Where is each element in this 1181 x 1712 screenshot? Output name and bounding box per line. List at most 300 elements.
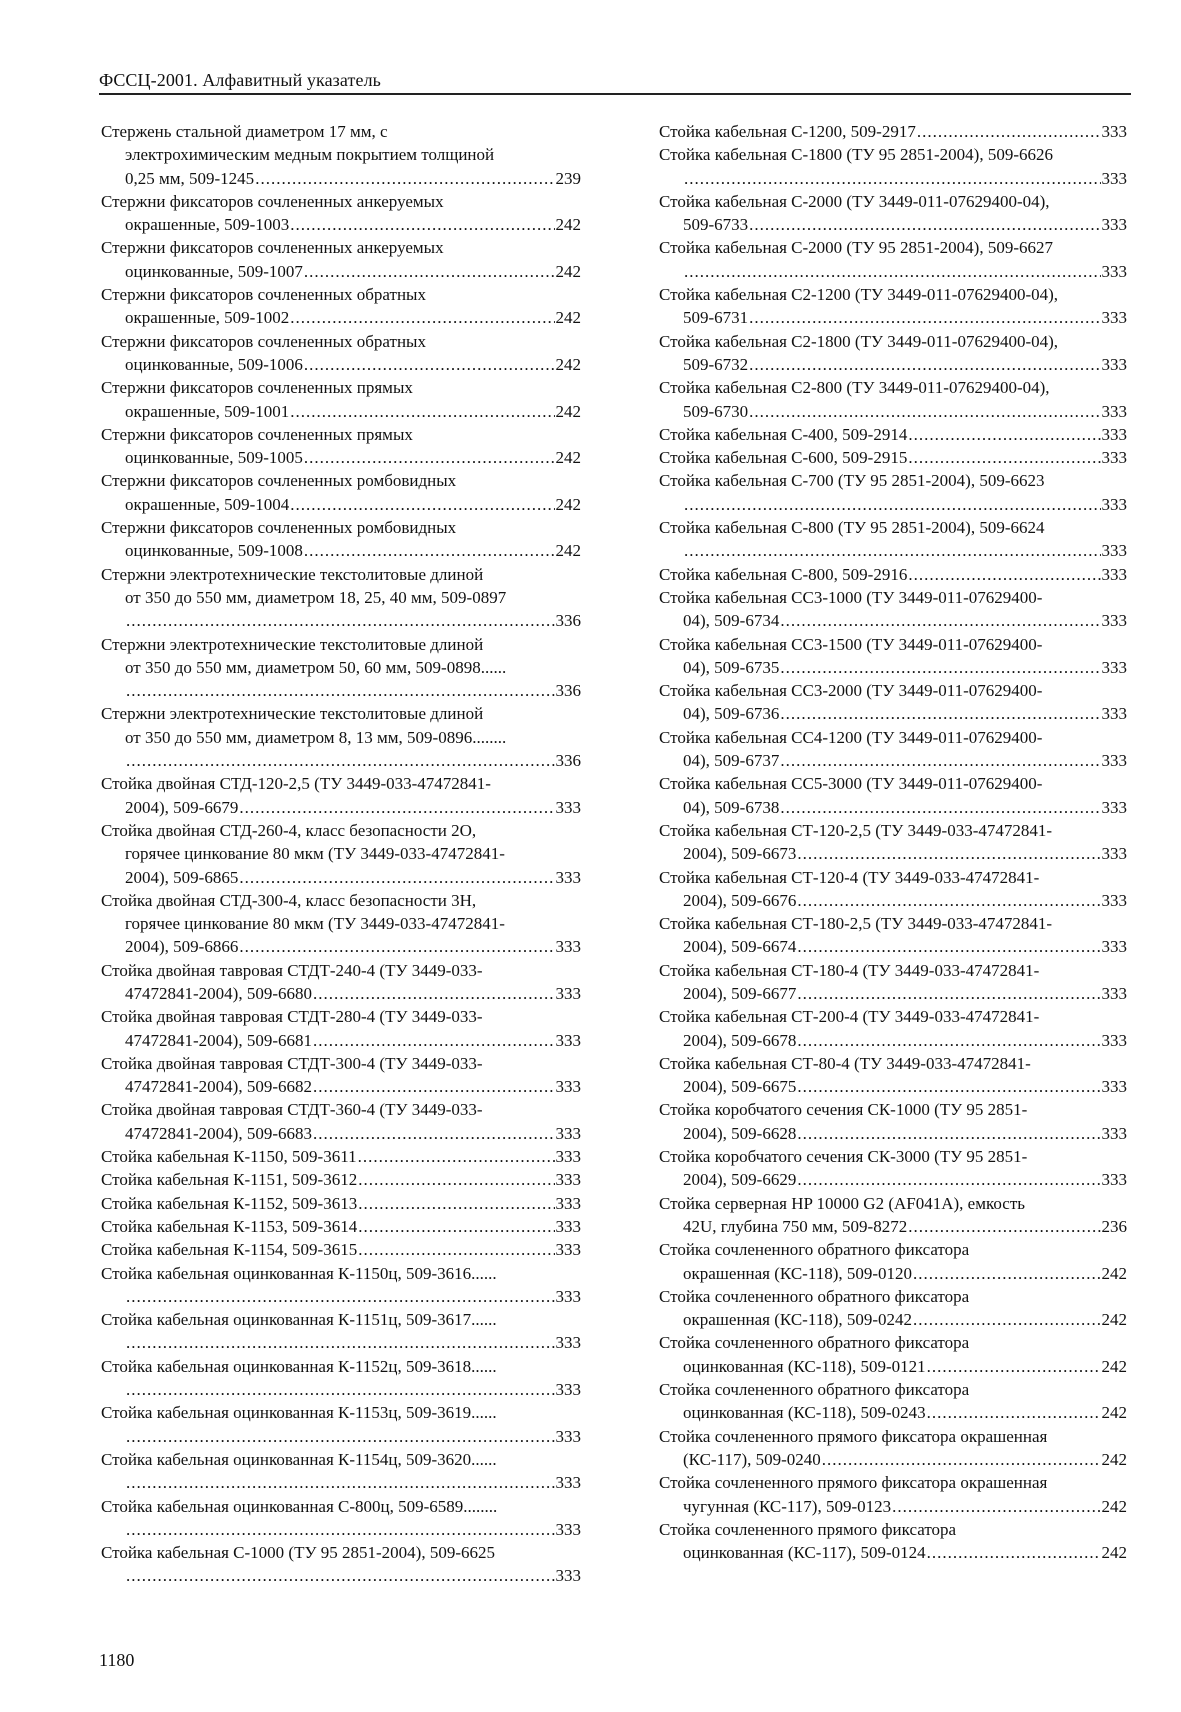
page-ref: 242 xyxy=(555,354,581,374)
entry-last-line xyxy=(101,1518,581,1541)
index-entry xyxy=(659,1378,1127,1425)
page-ref: 333 xyxy=(1101,1123,1127,1143)
entry-line xyxy=(101,1215,581,1238)
index-entry xyxy=(659,959,1127,1006)
index-entry xyxy=(101,120,581,190)
entry-last-line xyxy=(659,1215,1127,1238)
index-entry xyxy=(101,1052,581,1099)
dot-leader xyxy=(749,306,1100,329)
entry-continuation: оцинкованные, 509-1005 xyxy=(125,448,303,468)
index-entry xyxy=(659,469,1127,516)
index-entry xyxy=(101,1098,581,1145)
entry-term: Стойка сочлененного обратного фиксатора xyxy=(659,1240,970,1260)
entry-term: Стержни электротехнические текстолитовые длиной xyxy=(101,564,484,584)
index-entry xyxy=(101,469,581,516)
page-ref: 333 xyxy=(1101,122,1127,141)
entry-continuation: от 350 до 550 мм, диаметром 50, 60 мм, 509-0898...... xyxy=(125,657,507,677)
dot-leader xyxy=(780,609,1100,632)
dot-leader xyxy=(313,1029,555,1052)
entry-last-line xyxy=(101,679,581,702)
page-ref: 333 xyxy=(1101,448,1127,468)
page-ref: 333 xyxy=(1101,564,1127,584)
entry-term: Стойка двойная тавровая СТДТ-300-4 (ТУ 3449-033- xyxy=(101,1053,483,1073)
dot-leader xyxy=(290,400,554,423)
entry-last-line xyxy=(101,609,581,632)
index-entry xyxy=(659,423,1127,446)
index-entry xyxy=(659,679,1127,726)
entry-line xyxy=(101,1238,581,1261)
entry-term: Стойка кабельная К-1151, 509-3612 xyxy=(101,1170,358,1190)
page-ref: 333 xyxy=(1101,890,1127,910)
entry-term: Стержни фиксаторов сочлененных прямых xyxy=(101,378,413,398)
entry-last-line xyxy=(101,982,581,1005)
entry-last-line xyxy=(659,1168,1127,1191)
index-entry xyxy=(659,1471,1127,1518)
entry-term: Стойка кабельная С2-1200 (ТУ 3449-011-07629400-04), xyxy=(659,285,1059,305)
entry-last-line xyxy=(659,167,1127,190)
entry-continuation: 2004), 509-6675 xyxy=(683,1077,797,1097)
entry-last-line xyxy=(659,1401,1127,1424)
entry-term: Стойка кабельная С-1200, 509-2917 xyxy=(659,122,916,141)
page-ref: 333 xyxy=(555,1193,581,1213)
dot-leader xyxy=(749,213,1100,236)
entry-term: Стойка двойная СТД-120-2,5 (ТУ 3449-033-47472841- xyxy=(101,774,491,794)
page-ref: 333 xyxy=(555,867,581,887)
entry-last-line xyxy=(101,213,581,236)
index-entry xyxy=(659,120,1127,143)
page-ref: 333 xyxy=(1101,215,1127,235)
entry-line xyxy=(659,120,1127,143)
entry-term: Стойка сочлененного прямого фиксатора xyxy=(659,1519,957,1539)
entry-last-line xyxy=(101,749,581,772)
entry-last-line xyxy=(659,1262,1127,1285)
entry-continuation: 509-6732 xyxy=(683,354,749,374)
entry-continuation: горячее цинкование 80 мкм (ТУ 3449-033-47472841- xyxy=(125,914,505,934)
index-entry xyxy=(659,236,1127,283)
page-ref: 236 xyxy=(1101,1216,1127,1236)
entry-term: Стойка кабельная оцинкованная К-1151ц, 509-3617...... xyxy=(101,1310,497,1330)
page-ref: 333 xyxy=(1101,261,1127,281)
entry-last-line xyxy=(101,1285,581,1308)
entry-term: Стойка кабельная С-1800 (ТУ 95 2851-2004), 509-6626 xyxy=(659,145,1053,165)
entry-last-line xyxy=(101,1378,581,1401)
index-entry xyxy=(101,1355,581,1402)
entry-continuation: электрохимическим медным покрытием толщиной xyxy=(125,145,495,165)
running-header: ФССЦ-2001. Алфавитный указатель xyxy=(99,70,381,90)
entry-term: Стойка кабельная СТ-180-2,5 (ТУ 3449-033-47472841- xyxy=(659,914,1053,934)
index-entry xyxy=(101,1401,581,1448)
page-ref: 333 xyxy=(555,937,581,957)
page-ref: 242 xyxy=(1101,1310,1127,1330)
page-ref: 242 xyxy=(1101,1263,1127,1283)
entry-term: Стойка кабельная СТ-80-4 (ТУ 3449-033-47472841- xyxy=(659,1053,1031,1073)
entry-term: Стойка кабельная оцинкованная К-1153ц, 509-3619...... xyxy=(101,1403,497,1423)
dot-leader xyxy=(749,400,1100,423)
entry-term: Стойка сочлененного прямого фиксатора окрашенная xyxy=(659,1426,1048,1446)
entry-continuation: 2004), 509-6678 xyxy=(683,1030,797,1050)
entry-term: Стойка кабельная К-1150, 509-3611 xyxy=(101,1147,357,1167)
dot-leader xyxy=(290,306,554,329)
index-entry xyxy=(101,959,581,1006)
entry-last-line xyxy=(101,1471,581,1494)
entry-term: Стержни электротехнические текстолитовые длиной xyxy=(101,704,484,724)
entry-term: Стойка коробчатого сечения СК-3000 (ТУ 95 2851- xyxy=(659,1147,1028,1167)
index-entry xyxy=(101,702,581,772)
entry-continuation: 2004), 509-6677 xyxy=(683,983,797,1003)
entry-term: Стойка кабельная С-2000 (ТУ 95 2851-2004), 509-6627 xyxy=(659,238,1053,258)
dot-leader xyxy=(358,1238,554,1261)
entry-continuation: 2004), 509-6628 xyxy=(683,1123,797,1143)
dot-leader xyxy=(797,1168,1100,1191)
index-entry xyxy=(659,1425,1127,1472)
entry-term: Стержни фиксаторов сочлененных анкеруемых xyxy=(101,238,444,258)
entry-continuation: 2004), 509-6676 xyxy=(683,890,797,910)
entry-term: Стойка двойная СТД-300-4, класс безопасности 3Н, xyxy=(101,890,477,910)
entry-last-line xyxy=(101,1331,581,1354)
page-ref: 336 xyxy=(555,681,581,701)
dot-leader xyxy=(917,120,1101,143)
entry-continuation: 2004), 509-6673 xyxy=(683,844,797,864)
entry-term: Стойка кабельная К-1152, 509-3613 xyxy=(101,1193,358,1213)
index-entry xyxy=(659,912,1127,959)
entry-last-line xyxy=(659,1541,1127,1564)
index-entry xyxy=(101,1238,581,1261)
dot-leader xyxy=(313,1075,555,1098)
page-ref: 242 xyxy=(555,541,581,561)
entry-last-line xyxy=(659,935,1127,958)
page-ref: 333 xyxy=(1101,983,1127,1003)
entry-last-line xyxy=(659,353,1127,376)
index-entry xyxy=(101,819,581,889)
entry-last-line xyxy=(659,1495,1127,1518)
page-ref: 333 xyxy=(1101,541,1127,561)
entry-term: Стойка кабельная С-2000 (ТУ 3449-011-07629400-04), xyxy=(659,191,1050,211)
entry-continuation: 0,25 мм, 509-1245 xyxy=(125,168,255,188)
dot-leader xyxy=(927,1355,1101,1378)
index-entry xyxy=(101,1541,581,1588)
page-ref: 242 xyxy=(555,215,581,235)
index-column-right xyxy=(659,120,1127,1564)
dot-leader xyxy=(126,1564,555,1587)
dot-leader xyxy=(797,1075,1100,1098)
entry-last-line xyxy=(101,1029,581,1052)
entry-line xyxy=(101,1168,581,1191)
entry-term: Стержни фиксаторов сочлененных обратных xyxy=(101,285,426,305)
dot-leader xyxy=(358,1192,554,1215)
dot-leader xyxy=(358,1168,554,1191)
entry-line xyxy=(659,446,1127,469)
index-entry xyxy=(659,1238,1127,1285)
index-entry xyxy=(659,586,1127,633)
dot-leader xyxy=(126,1378,555,1401)
index-entry xyxy=(101,563,581,633)
index-column-left xyxy=(101,120,581,1588)
index-entry xyxy=(101,1448,581,1495)
entry-term: Стойка двойная СТД-260-4, класс безопасности 2О, xyxy=(101,820,477,840)
entry-continuation: 509-6730 xyxy=(683,401,749,421)
dot-leader xyxy=(927,1401,1101,1424)
dot-leader xyxy=(304,353,555,376)
entry-continuation: оцинкованная (КС-118), 509-0243 xyxy=(683,1403,926,1423)
page-ref: 242 xyxy=(555,261,581,281)
entry-last-line xyxy=(101,866,581,889)
entry-term: Стойка кабельная СС3-1500 (ТУ 3449-011-07629400- xyxy=(659,634,1043,654)
entry-term: Стержни фиксаторов сочлененных анкеруемых xyxy=(101,191,444,211)
dot-leader xyxy=(822,1448,1101,1471)
dot-leader xyxy=(913,1308,1100,1331)
entry-continuation: 04), 509-6737 xyxy=(683,751,780,771)
index-entry xyxy=(659,446,1127,469)
index-entry xyxy=(101,376,581,423)
entry-continuation: 04), 509-6735 xyxy=(683,657,780,677)
index-entry xyxy=(659,376,1127,423)
entry-term: Стержни фиксаторов сочлененных прямых xyxy=(101,424,413,444)
index-entry xyxy=(659,563,1127,586)
index-entry xyxy=(659,866,1127,913)
index-entry xyxy=(659,772,1127,819)
entry-continuation: 04), 509-6738 xyxy=(683,797,780,817)
page-ref: 333 xyxy=(1101,308,1127,328)
page-ref: 242 xyxy=(555,308,581,328)
entry-line xyxy=(659,423,1127,446)
dot-leader xyxy=(290,493,554,516)
entry-continuation: 509-6731 xyxy=(683,308,749,328)
index-entry xyxy=(659,330,1127,377)
dot-leader xyxy=(304,539,555,562)
index-entry xyxy=(659,283,1127,330)
dot-leader xyxy=(913,1262,1100,1285)
entry-continuation: горячее цинкование 80 мкм (ТУ 3449-033-47472841- xyxy=(125,844,505,864)
dot-leader xyxy=(304,260,555,283)
entry-term: Стойка кабельная С-1000 (ТУ 95 2851-2004), 509-6625 xyxy=(101,1543,495,1563)
entry-last-line xyxy=(101,306,581,329)
entry-last-line xyxy=(659,1308,1127,1331)
index-entry xyxy=(659,633,1127,680)
entry-term: Стойка кабельная К-1153, 509-3614 xyxy=(101,1216,358,1236)
entry-last-line xyxy=(659,1029,1127,1052)
index-entry xyxy=(659,819,1127,866)
dot-leader xyxy=(892,1495,1100,1518)
entry-term: Стойка сочлененного обратного фиксатора xyxy=(659,1380,970,1400)
entry-last-line xyxy=(101,796,581,819)
entry-term: Стойка кабельная С2-800 (ТУ 3449-011-07629400-04), xyxy=(659,378,1050,398)
page-ref: 242 xyxy=(1101,1449,1127,1469)
entry-term: Стойка кабельная С-400, 509-2914 xyxy=(659,424,908,444)
index-entry xyxy=(101,1495,581,1542)
dot-leader xyxy=(749,353,1100,376)
entry-last-line xyxy=(101,1425,581,1448)
entry-term: Стойка кабельная СТ-120-2,5 (ТУ 3449-033-47472841- xyxy=(659,820,1053,840)
entry-line xyxy=(101,1145,581,1168)
entry-last-line xyxy=(659,796,1127,819)
entry-term: Стержни фиксаторов сочлененных ромбовидных xyxy=(101,518,457,538)
page-ref: 333 xyxy=(1101,751,1127,771)
entry-term: Стойка кабельная СТ-120-4 (ТУ 3449-033-47472841- xyxy=(659,867,1040,887)
entry-last-line xyxy=(659,260,1127,283)
dot-leader xyxy=(780,749,1100,772)
page-ref: 333 xyxy=(555,1123,581,1143)
index-entry xyxy=(659,1005,1127,1052)
index-entry xyxy=(101,516,581,563)
index-entry xyxy=(659,1098,1127,1145)
dot-leader xyxy=(126,1285,555,1308)
dot-leader xyxy=(908,423,1100,446)
page-ref: 333 xyxy=(555,1380,581,1400)
index-entry xyxy=(101,1145,581,1168)
entry-continuation: 04), 509-6734 xyxy=(683,611,780,631)
entry-last-line xyxy=(659,1448,1127,1471)
index-entry xyxy=(101,1192,581,1215)
index-entry xyxy=(101,1168,581,1191)
dot-leader xyxy=(126,679,555,702)
dot-leader xyxy=(290,213,554,236)
index-entry xyxy=(101,1262,581,1309)
index-entry xyxy=(659,143,1127,190)
entry-last-line xyxy=(659,306,1127,329)
page-ref: 333 xyxy=(1101,424,1127,444)
entry-last-line xyxy=(659,400,1127,423)
dot-leader xyxy=(126,749,555,772)
entry-last-line xyxy=(659,539,1127,562)
entry-continuation: от 350 до 550 мм, диаметром 8, 13 мм, 509-0896........ xyxy=(125,727,507,747)
dot-leader xyxy=(797,1122,1100,1145)
entry-continuation: оцинкованные, 509-1006 xyxy=(125,354,303,374)
entry-continuation: 2004), 509-6865 xyxy=(125,867,239,887)
entry-term: Стойка кабельная СТ-200-4 (ТУ 3449-033-47472841- xyxy=(659,1007,1040,1027)
entry-term: Стойка двойная тавровая СТДТ-280-4 (ТУ 3449-033- xyxy=(101,1007,483,1027)
dot-leader xyxy=(927,1541,1101,1564)
page-ref: 333 xyxy=(1101,494,1127,514)
page-ref: 333 xyxy=(555,1170,581,1190)
page-ref: 333 xyxy=(1101,401,1127,421)
entry-last-line xyxy=(659,749,1127,772)
entry-continuation: 47472841-2004), 509-6681 xyxy=(125,1030,312,1050)
entry-term: Стойка кабельная оцинкованная С-800ц, 509-6589........ xyxy=(101,1496,498,1516)
page-ref: 333 xyxy=(1101,611,1127,631)
entry-continuation: окрашенная (КС-118), 509-0120 xyxy=(683,1263,913,1283)
dot-leader xyxy=(358,1145,555,1168)
entry-term: Стойка кабельная оцинкованная К-1152ц, 509-3618...... xyxy=(101,1356,497,1376)
dot-leader xyxy=(239,796,554,819)
entry-continuation: окрашенные, 509-1002 xyxy=(125,308,290,328)
dot-leader xyxy=(313,982,555,1005)
dot-leader xyxy=(313,1122,555,1145)
dot-leader xyxy=(304,446,555,469)
index-entry xyxy=(101,190,581,237)
entry-last-line xyxy=(101,167,581,190)
entry-continuation: чугунная (КС-117), 509-0123 xyxy=(683,1496,892,1516)
page-ref: 333 xyxy=(1101,704,1127,724)
index-entry xyxy=(101,330,581,377)
index-entry xyxy=(659,1052,1127,1099)
page-ref: 333 xyxy=(1101,937,1127,957)
entry-continuation: 2004), 509-6679 xyxy=(125,797,239,817)
entry-line xyxy=(659,563,1127,586)
dot-leader xyxy=(239,866,554,889)
dot-leader xyxy=(358,1215,554,1238)
page-ref: 242 xyxy=(1101,1403,1127,1423)
entry-last-line xyxy=(659,702,1127,725)
entry-continuation: окрашенные, 509-1004 xyxy=(125,494,290,514)
page-ref: 333 xyxy=(555,797,581,817)
header-rule xyxy=(99,93,1131,95)
entry-continuation: (КС-117), 509-0240 xyxy=(683,1449,821,1469)
page-ref: 333 xyxy=(555,1426,581,1446)
page-ref: 333 xyxy=(1101,168,1127,188)
entry-last-line xyxy=(659,493,1127,516)
entry-last-line xyxy=(101,353,581,376)
dot-leader xyxy=(908,446,1100,469)
dot-leader xyxy=(684,167,1101,190)
entry-continuation: окрашенные, 509-1001 xyxy=(125,401,290,421)
entry-continuation: оцинкованные, 509-1008 xyxy=(125,541,303,561)
entry-term: Стойка кабельная оцинкованная К-1150ц, 509-3616...... xyxy=(101,1263,497,1283)
page-ref: 242 xyxy=(1101,1496,1127,1516)
index-entry xyxy=(659,726,1127,773)
entry-continuation: оцинкованные, 509-1007 xyxy=(125,261,303,281)
dot-leader xyxy=(684,539,1101,562)
page-ref: 242 xyxy=(555,494,581,514)
page-ref: 239 xyxy=(555,168,581,188)
entry-continuation: 47472841-2004), 509-6682 xyxy=(125,1077,312,1097)
entry-term: Стержни фиксаторов сочлененных обратных xyxy=(101,331,426,351)
dot-leader xyxy=(126,1331,555,1354)
page-ref: 333 xyxy=(555,1147,581,1167)
dot-leader xyxy=(797,1029,1100,1052)
index-entry xyxy=(101,1308,581,1355)
entry-term: Стойка двойная тавровая СТДТ-360-4 (ТУ 3449-033- xyxy=(101,1100,483,1120)
entry-last-line xyxy=(659,213,1127,236)
entry-continuation: 2004), 509-6674 xyxy=(683,937,797,957)
page-ref: 333 xyxy=(555,1286,581,1306)
page-ref: 336 xyxy=(555,611,581,631)
dot-leader xyxy=(126,1425,555,1448)
page-ref: 333 xyxy=(555,1077,581,1097)
index-entry xyxy=(101,633,581,703)
page-ref: 333 xyxy=(555,1216,581,1236)
dot-leader xyxy=(126,609,555,632)
entry-last-line xyxy=(659,1122,1127,1145)
index-entry xyxy=(101,283,581,330)
entry-last-line xyxy=(101,493,581,516)
index-entry xyxy=(101,236,581,283)
page-ref: 333 xyxy=(1101,657,1127,677)
dot-leader xyxy=(797,842,1100,865)
entry-last-line xyxy=(101,400,581,423)
entry-continuation: 2004), 509-6866 xyxy=(125,937,239,957)
index-entry xyxy=(101,1005,581,1052)
index-entry xyxy=(659,1145,1127,1192)
page-ref: 242 xyxy=(1101,1356,1127,1376)
dot-leader xyxy=(797,889,1100,912)
entry-continuation: 42U, глубина 750 мм, 509-8272 xyxy=(683,1216,908,1236)
entry-term: Стойка сочлененного обратного фиксатора xyxy=(659,1286,970,1306)
page-ref: 333 xyxy=(1101,797,1127,817)
entry-last-line xyxy=(659,1355,1127,1378)
page-ref: 333 xyxy=(555,1030,581,1050)
index-entry xyxy=(101,1215,581,1238)
page-ref: 333 xyxy=(555,1566,581,1586)
entry-term: Стойка кабельная К-1154, 509-3615 xyxy=(101,1240,358,1260)
entry-term: Стойка сочлененного обратного фиксатора xyxy=(659,1333,970,1353)
dot-leader xyxy=(239,935,554,958)
entry-term: Стержни электротехнические текстолитовые длиной xyxy=(101,634,484,654)
entry-last-line xyxy=(659,1075,1127,1098)
page-ref: 333 xyxy=(555,1519,581,1539)
entry-term: Стойка кабельная СС4-1200 (ТУ 3449-011-07629400- xyxy=(659,727,1043,747)
index-entry xyxy=(101,423,581,470)
entry-term: Стойка кабельная СС3-1000 (ТУ 3449-011-07629400- xyxy=(659,587,1043,607)
